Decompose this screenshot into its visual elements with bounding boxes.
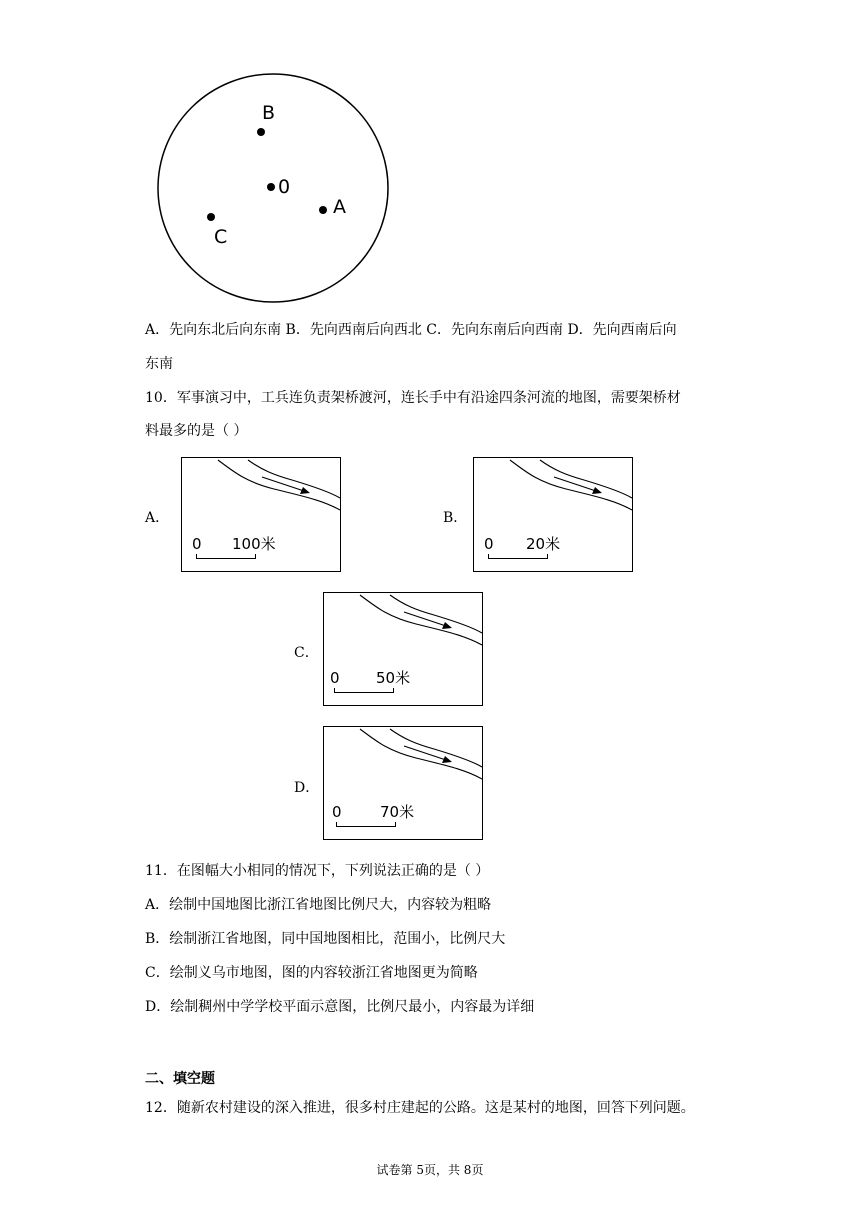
scale-distance-a: 100米 (232, 535, 276, 553)
scale-zero-a: 0 (192, 535, 202, 553)
scale-distance-c: 50米 (376, 669, 411, 687)
page-footer: 试卷第 5页，共 8页 (376, 1163, 484, 1177)
q11-option-d: D．绘制稠州中学学校平面示意图，比例尺最小，内容最为详细 (145, 999, 535, 1015)
scale-distance-d: 70米 (380, 803, 415, 821)
section-fill-in-heading: 二、填空题 (145, 1071, 215, 1087)
point-c-dot (207, 213, 215, 221)
q10-stem-line1: 10．军事演习中，工兵连负责架桥渡河，连长手中有沿途四条河流的地图，需要架桥材 (145, 390, 681, 406)
q11-option-c: C．绘制义乌市地图，图的内容较浙江省地图更为简略 (145, 965, 478, 981)
point-b-dot (257, 128, 265, 136)
scale-bar-b (488, 554, 548, 559)
scale-bar-c (334, 688, 394, 693)
q10-map-a (181, 457, 341, 572)
point-o-dot (267, 183, 275, 191)
point-a-dot (319, 206, 327, 214)
q10-map-c (323, 592, 483, 706)
q11-option-b: B．绘制浙江省地图，同中国地图相比，范围小，比例尺大 (145, 931, 506, 947)
point-c-label: C (214, 226, 228, 248)
q9-options-line2: 东南 (145, 356, 173, 372)
direction-diagram (156, 72, 390, 304)
q11-option-a: A．绘制中国地图比浙江省地图比例尺大，内容较为粗略 (145, 897, 492, 913)
scale-bar-d (336, 822, 396, 827)
scale-zero-b: 0 (484, 535, 494, 553)
q10-option-c-label: C． (294, 645, 319, 661)
q10-option-d-label: D． (294, 780, 320, 796)
q11-stem: 11．在图幅大小相同的情况下，下列说法正确的是（ ） (145, 863, 490, 879)
scale-zero-c: 0 (330, 669, 340, 687)
q12-stem: 12．随新农村建设的深入推进，很多村庄建起的公路。这是某村的地图，回答下列问题。 (145, 1100, 695, 1116)
q9-options-line1: A．先向东北后向东南 B．先向西南后向西北 C．先向东南后向西南 D．先向西南后向 (145, 322, 677, 338)
q10-map-d (323, 726, 483, 840)
point-o-label: 0 (278, 176, 291, 198)
scale-zero-d: 0 (332, 803, 342, 821)
q10-option-a-label: A． (145, 510, 170, 526)
q10-option-b-label: B． (443, 510, 468, 526)
point-b-label: B (262, 102, 276, 124)
scale-distance-b: 20米 (526, 535, 561, 553)
point-a-label: A (333, 196, 346, 218)
q10-stem-line2: 料最多的是（ ） (145, 423, 248, 439)
q10-map-b (473, 457, 633, 572)
scale-bar-a (196, 554, 256, 559)
